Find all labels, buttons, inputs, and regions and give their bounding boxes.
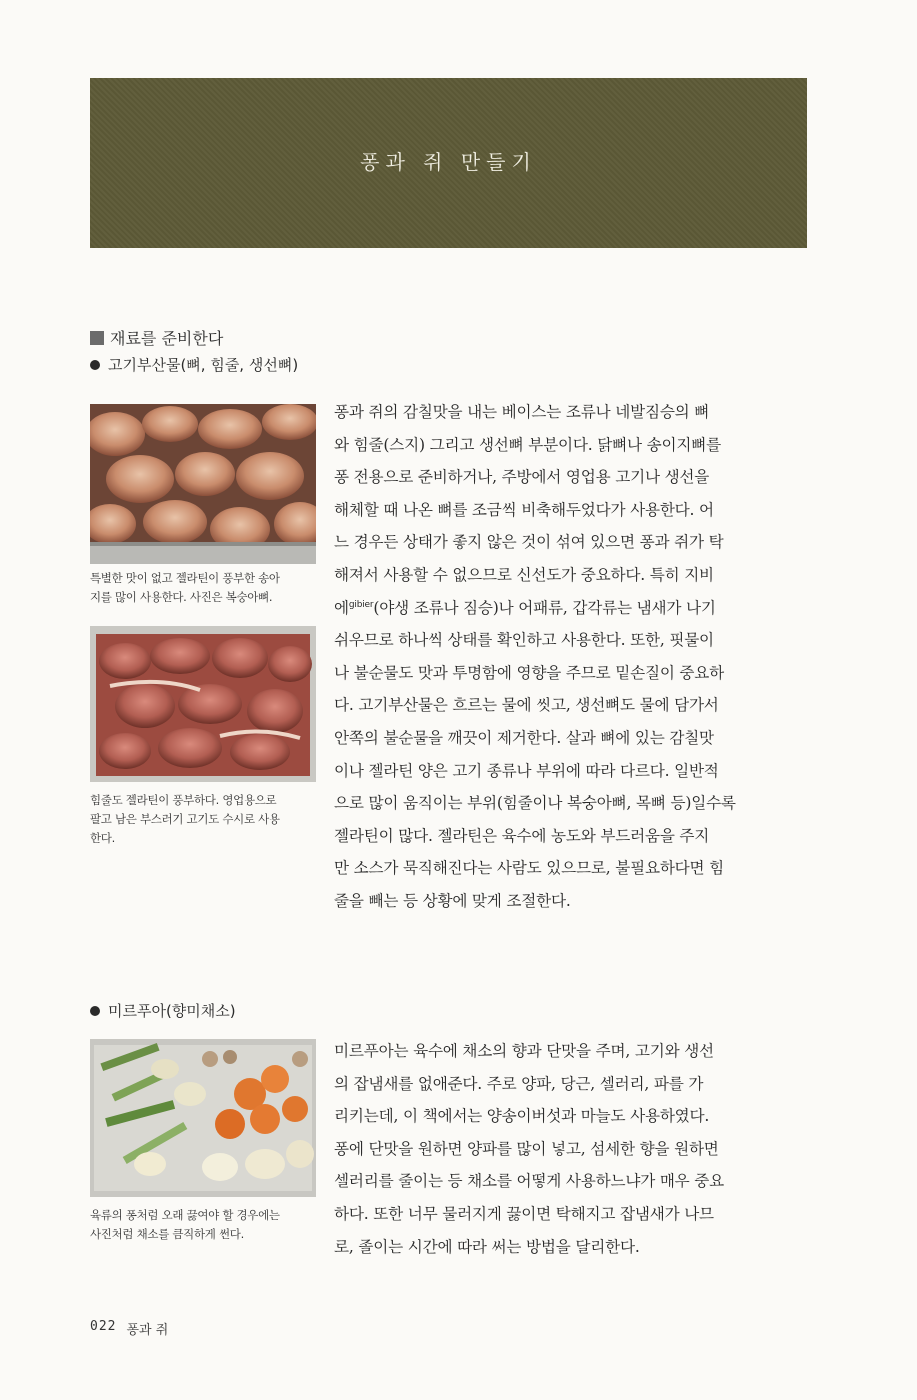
- bullet-dot-icon: [90, 360, 100, 370]
- body-text-mirepoix-content: 미르푸아는 육수에 채소의 향과 단맛을 주며, 고기와 생선 의 잡냄새를 없애준다. 주로 양파, 당근, 셀러리, 파를 가 리키는데, 이 책에서는 양송이버섯과 마늘도 사용하였다. 퐁에 단맛을 원하면 양파를 많이 넣고, 섬세한 향을 원하면 셀러리를 줄이는 등 채소를 어떻게 사용하느냐가 매우 중요 하다. 또한 너무 물러지게 끓이면 탁해지고 잡냄새가 나므 로, 졸이는 시간에 따라 써는 방법을 달리한다.: [334, 1042, 725, 1256]
- photo-veal-bones: [90, 404, 316, 564]
- page-footer: [90, 1319, 168, 1338]
- section-heading: [90, 326, 223, 349]
- caption-text-1: 특별한 맛이 없고 젤라틴이 풍부한 송아 지를 많이 사용한다. 사진은 복숭아뼈.: [90, 571, 280, 604]
- photo-mirepoix: [90, 1039, 316, 1197]
- chapter-title: 퐁과 쥐 만들기: [360, 149, 537, 174]
- photo-caption-3: [90, 1206, 320, 1244]
- subsection-title-mirepoix: 미르푸아(향미채소): [108, 1002, 236, 1020]
- body-text-meat: [334, 396, 808, 918]
- running-footer-title: 퐁과 쥐: [126, 1323, 169, 1338]
- subsection-title-meat: 고기부산물(뼈, 힘줄, 생선뼈): [108, 356, 299, 374]
- gibier-superscript: gibier: [348, 599, 374, 610]
- caption-text-2: 힘줄도 젤라틴이 풍부하다. 영업용으로 팔고 남은 부스러기 고기도 수시로 사용 한다.: [90, 793, 280, 845]
- caption-text-3: 육류의 퐁처럼 오래 끓여야 할 경우에는 사진처럼 채소를 큼직하게 썬다.: [90, 1208, 280, 1241]
- bullet-dot-icon: [90, 1006, 100, 1016]
- page-number: 022: [90, 1319, 117, 1334]
- section-title: 재료를 준비한다: [110, 329, 224, 348]
- photo-caption-2: [90, 791, 320, 848]
- subsection-heading-meat: [90, 354, 298, 375]
- body-text-mirepoix: [334, 1035, 808, 1263]
- square-bullet-icon: [90, 331, 104, 345]
- photo-caption-1: [90, 569, 320, 607]
- body-text-meat-part2: (야생 조류나 짐승)나 어패류, 갑각류는 냄새가 나기 쉬우므로 하나씩 상태를 확인하고 사용한다. 또한, 핏물이 나 불순물도 맛과 투명함에 영향을 주므로 밑손질이 중요하 다. 고기부산물은 흐르는 물에 씻고, 생선뼈도 물에 담가서 안쪽의 불순물을 깨끗이 제거한다. 살과 뼈에 있는 감칠맛 이나 젤라틴 양은 고기 종류나 부위에 따라 다르다. 일반적 으로 많이 움직이는 부위(힘줄이나 복숭아뼈, 목뼈 등)일수록 젤라틴이 많다. 젤라틴은 육수에 농도와 부드러움을 주지 만 소스가 묵직해진다는 사람도 있으므로, 불필요하다면 힘 줄을 빼는 등 상황에 맞게 조절한다.: [334, 598, 736, 910]
- subsection-heading-mirepoix: [90, 1000, 236, 1021]
- photo-tendons: [90, 626, 316, 782]
- body-text-meat-part1: 퐁과 쥐의 감칠맛을 내는 베이스는 조류나 네발짐승의 뼈 와 힘줄(스지) 그리고 생선뼈 부분이다. 닭뼈나 송이지뼈를 퐁 전용으로 준비하거나, 주방에서 영업용 고기나 생선을 해체할 때 나온 뼈를 조금씩 비축해두었다가 사용한다. 어 느 경우든 상태가 좋지 않은 것이 섞여 있으면 퐁과 쥐가 탁 해져서 사용할 수 없으므로 신선도가 중요하다. 특히 지비 에: [334, 403, 724, 617]
- chapter-banner: [90, 78, 807, 248]
